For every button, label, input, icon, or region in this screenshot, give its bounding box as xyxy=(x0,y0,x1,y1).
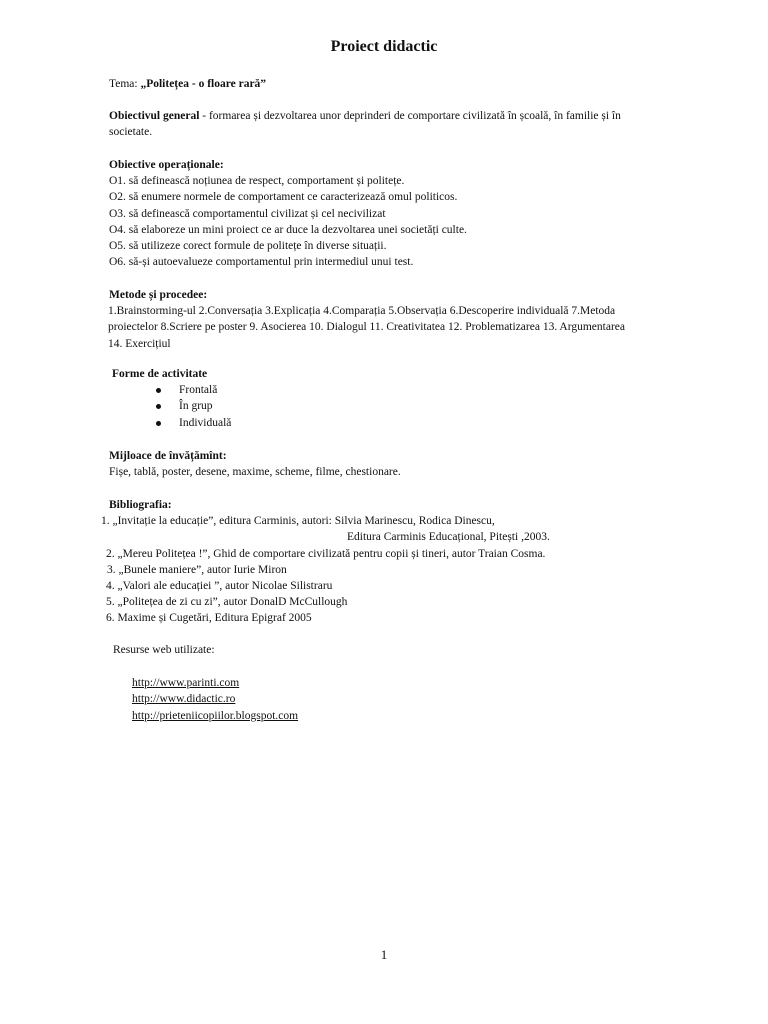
mijloace xyxy=(109,448,709,480)
list-item-label: În grup xyxy=(179,400,213,413)
list-item xyxy=(109,415,709,431)
metode-line: 14. Exercițiul xyxy=(108,337,171,350)
forme-activitate xyxy=(109,366,709,431)
bibliografia-heading: Bibliografia: xyxy=(109,499,172,511)
list-item xyxy=(109,398,709,414)
list-item: O1. să definească noțiunea de respect, comportament și politețe. xyxy=(109,175,405,188)
page-number: 1 xyxy=(380,947,388,962)
list-item: O2. să enumere normele de comportament ce caracterizează omul politicos. xyxy=(109,191,458,204)
metode-line: proiectelor 8.Scriere pe poster 9. Asocierea 10. Dialogul 11. Creativitatea 12. Problematizarea 13. Argumentarea xyxy=(108,321,625,334)
list-item xyxy=(109,382,709,398)
bullet-icon xyxy=(156,404,161,409)
obiectiv-general xyxy=(109,108,709,140)
list-item: O5. să utilizeze corect formule de politețe în diverse situații. xyxy=(109,240,387,253)
metode-procedee xyxy=(109,287,709,352)
list-item: 5. „Politețea de zi cu zi”, autor DonalD McCullough xyxy=(106,596,348,609)
resurse-web xyxy=(109,642,709,724)
list-item: 6. Maxime și Cugetări, Editura Epigraf 2005 xyxy=(106,612,312,625)
list-item: O6. să-și autoevalueze comportamentul prin intermediul unui test. xyxy=(109,256,414,269)
obiectiv-general-text: - formarea și dezvoltarea unor deprinderi de comportare civilizată în școală, în familie și în xyxy=(199,110,621,122)
web-link-parinti[interactable]: http://www.parinti.com xyxy=(132,677,240,690)
list-item: 2. „Mereu Politețea !”, Ghid de comportare civilizată pentru copii și tineri, autor Traian Cosma. xyxy=(106,547,546,560)
forme-heading: Forme de activitate xyxy=(112,368,208,380)
bibliografia xyxy=(101,497,709,627)
bullet-icon xyxy=(156,421,161,426)
obiective-heading: Obiective operaționale: xyxy=(109,159,224,171)
tema-line xyxy=(109,76,709,92)
list-item-label: Frontală xyxy=(179,384,218,397)
page-title: Proiect didactic xyxy=(330,38,438,55)
list-item: 4. „Valori ale educației ”, autor Nicolae Silistraru xyxy=(106,580,333,593)
mijloace-text: Fișe, tablă, poster, desene, maxime, scheme, filme, chestionare. xyxy=(109,466,401,479)
tema-value: „Politețea - o floare rară” xyxy=(140,78,267,90)
obiectiv-general-label: Obiectivul general xyxy=(109,110,200,122)
bullet-icon xyxy=(156,388,161,393)
list-item: 1. „Invitație la educație”, editura Carminis, autori: Silvia Marinescu, Rodica Dinescu, xyxy=(101,515,495,528)
list-item: Editura Carminis Educațional, Pitești ,2003. xyxy=(347,531,550,544)
tema-label: Tema: xyxy=(109,78,141,90)
list-item: O3. să definească comportamentul civilizat și cel necivilizat xyxy=(109,207,386,220)
list-item: O4. să elaboreze un mini proiect ce ar duce la dezvoltarea unei societăți culte. xyxy=(109,223,467,236)
web-link-prieteniicopiilor[interactable]: http://prieteniicopiilor.blogspot.com xyxy=(132,709,299,722)
web-link-didactic[interactable]: http://www.didactic.ro xyxy=(132,693,236,706)
forme-list xyxy=(109,382,709,431)
obiectiv-general-text-cont: societate. xyxy=(109,126,153,139)
resurse-heading: Resurse web utilizate: xyxy=(113,644,215,656)
metode-heading: Metode și procedee: xyxy=(109,289,208,301)
metode-line: 1.Brainstorming-ul 2.Conversația 3.Explicația 4.Comparația 5.Observația 6.Descoperire individuală 7.Metoda xyxy=(108,305,616,318)
list-item: 3. „Bunele maniere”, autor Iurie Miron xyxy=(107,563,287,576)
list-item-label: Individuală xyxy=(179,416,232,429)
obiective-operationale xyxy=(109,157,709,270)
mijloace-heading: Mijloace de învățămînt: xyxy=(109,450,227,462)
